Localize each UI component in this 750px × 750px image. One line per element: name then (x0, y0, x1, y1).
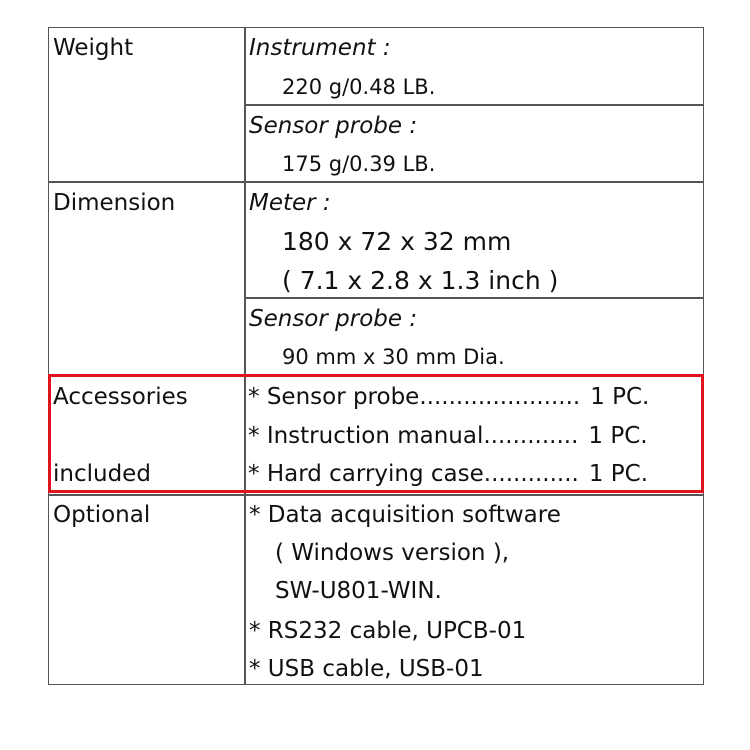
row-divider (244, 297, 704, 299)
instrument-heading: Instrument : (249, 35, 391, 61)
optional-label: Optional (53, 502, 151, 528)
row-divider (244, 104, 704, 106)
optional-line: * Data acquisition software (249, 502, 561, 528)
meter-dimension-inch: ( 7.1 x 2.8 x 1.3 inch ) (282, 266, 559, 295)
accessory-dots: ............. (483, 423, 579, 449)
column-divider (244, 27, 246, 685)
accessory-prefix: * (248, 423, 267, 449)
probe-weight-value: 175 g/0.39 LB. (282, 152, 436, 176)
accessory-quantity: 1 PC. (590, 384, 650, 410)
row-divider (48, 181, 704, 183)
accessory-prefix: * (248, 384, 267, 410)
accessory-dots: ............. (483, 461, 579, 487)
row-divider (48, 494, 704, 496)
accessory-name: Hard carrying case (266, 461, 484, 487)
meter-heading: Meter : (249, 190, 331, 216)
weight-label: Weight (53, 35, 134, 61)
accessories-label-included: included (53, 461, 151, 487)
optional-line: * USB cable, USB-01 (249, 656, 484, 682)
accessory-dots: ...................... (419, 384, 581, 410)
optional-line: SW-U801-WIN. (275, 578, 442, 604)
accessory-quantity: 1 PC. (588, 461, 649, 487)
accessories-highlight-box (48, 374, 704, 493)
instrument-weight-value: 220 g/0.48 LB. (282, 75, 436, 99)
accessory-name: Sensor probe (266, 384, 420, 410)
weight-probe-heading: Sensor probe : (249, 113, 418, 139)
accessory-prefix: * (248, 461, 267, 487)
meter-dimension-mm: 180 x 72 x 32 mm (282, 227, 512, 256)
optional-line: ( Windows version ), (275, 540, 510, 566)
accessory-name: Instruction manual (266, 423, 484, 449)
dimension-probe-heading: Sensor probe : (249, 306, 418, 332)
optional-line: * RS232 cable, UPCB-01 (249, 618, 527, 644)
probe-dimension-value: 90 mm x 30 mm Dia. (282, 345, 505, 369)
accessory-quantity: 1 PC. (588, 423, 648, 449)
accessories-label: Accessories (53, 384, 188, 410)
dimension-label: Dimension (53, 190, 176, 216)
